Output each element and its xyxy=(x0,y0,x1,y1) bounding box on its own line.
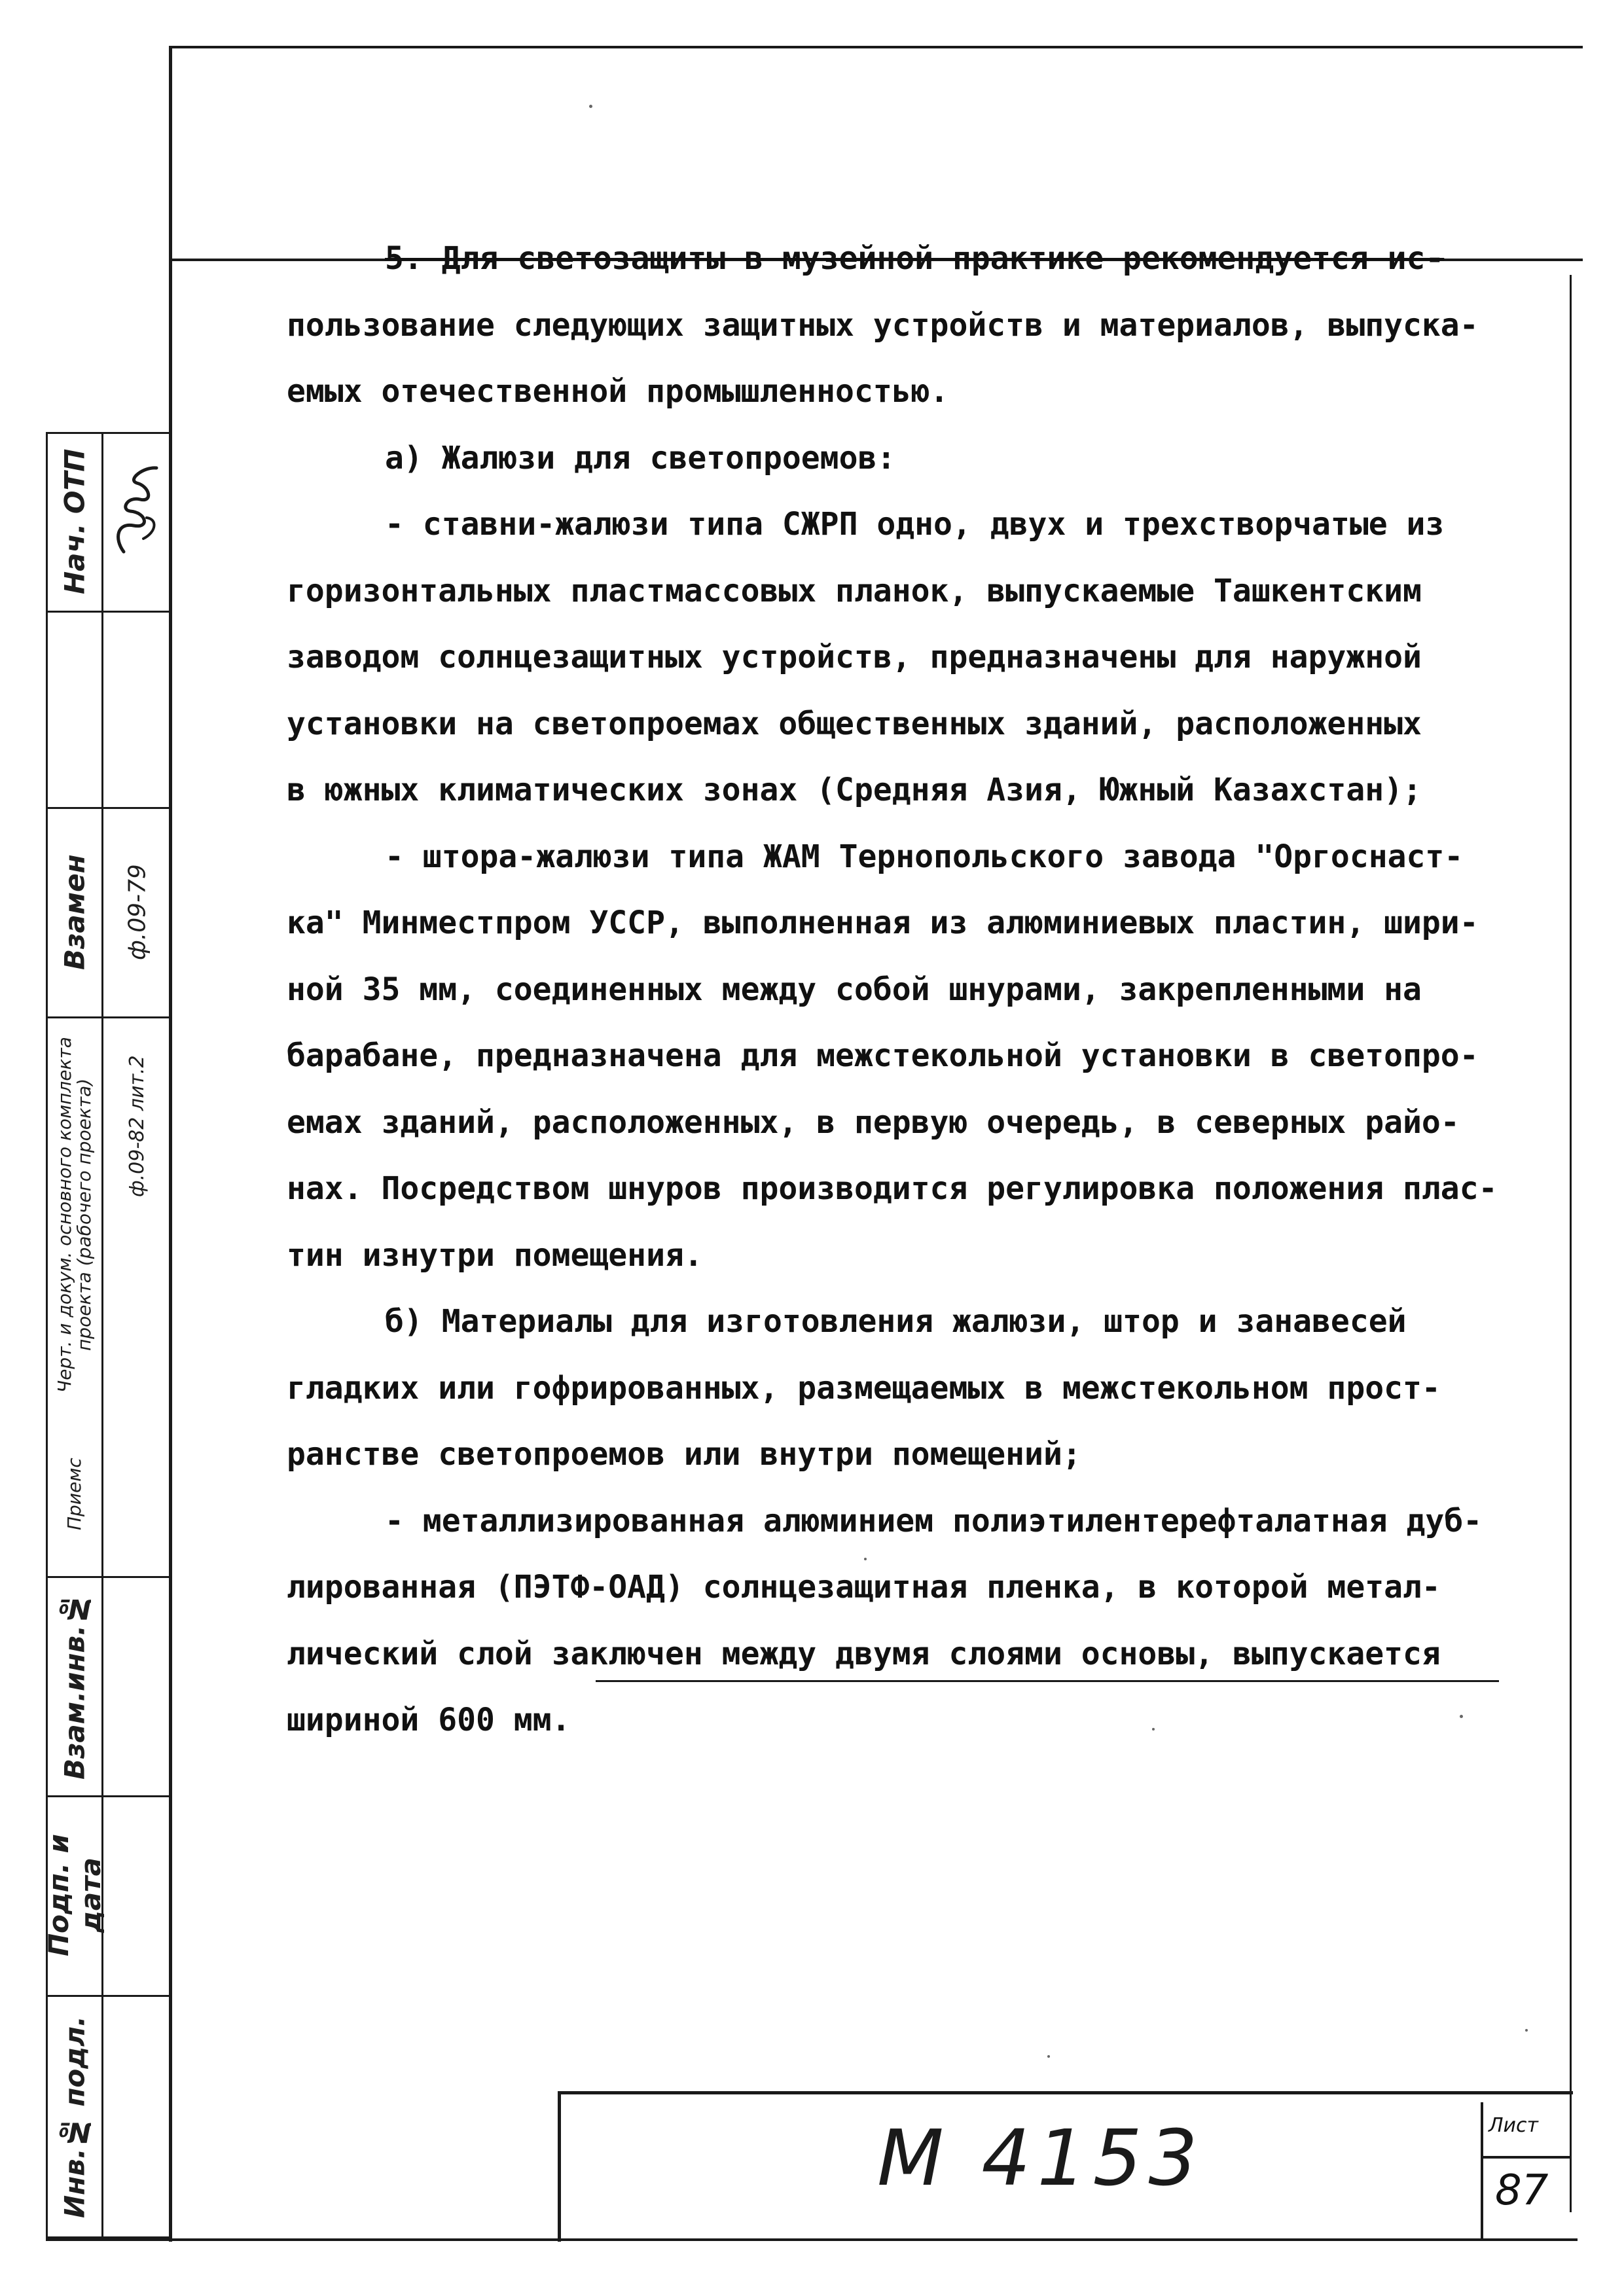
stamp-header-vzamen: Взамен xyxy=(58,854,91,970)
stamp-header-podp-data: Подп. и дата xyxy=(43,1834,107,1957)
text-line: ной 35 мм, соединенных между собой шнурами, закрепленными на xyxy=(287,971,1422,1008)
approval-stamp-strip xyxy=(43,432,171,2238)
stamp-row-line xyxy=(48,611,170,613)
stamp-header-inv-podl: Инв.№ подл. xyxy=(58,2016,91,2219)
text-line: барабане, предназначена для межстекольной установки в светопро- xyxy=(287,1037,1479,1074)
text-line: б) Материалы для изготовления жалюзи, штор и занавесей xyxy=(385,1303,1407,1340)
text-line: емых отечественной промышленностью. xyxy=(287,373,949,410)
text-line: горизонтальных пластмассовых планок, выпускаемые Ташкентским xyxy=(287,572,1422,609)
text-line: ка" Минместпром УССР, выполненная из алюминиевых пластин, шири- xyxy=(287,905,1479,941)
document-number: М 4153 xyxy=(877,2113,1204,2203)
scan-speck xyxy=(1047,2055,1050,2058)
stamp-header-vzam-inv: Взам.инв.№ xyxy=(58,1592,91,1780)
sheet-label: Лист xyxy=(1489,2114,1539,2137)
text-line: - штора-жалюзи типа ЖАМ Тернопольского завода "Оргоснаст- xyxy=(385,838,1464,875)
stamp-label-priems: Приемс xyxy=(63,1458,85,1531)
stamp-value-vzamen: ф.09-79 xyxy=(124,864,151,960)
body-text xyxy=(287,226,1570,1754)
signature-mark xyxy=(111,460,166,558)
scan-speck xyxy=(589,105,592,108)
text-line: - ставни-жалюзи типа СЖРП одно, двух и трехстворчатые из xyxy=(385,506,1445,543)
scan-speck xyxy=(1152,1728,1155,1731)
scan-speck xyxy=(1525,2029,1528,2032)
text-line: в южных климатических зонах (Средняя Азия, Южный Казахстан); xyxy=(287,772,1422,808)
stamp-header-drawings: Черт. и докум. основного комплекта проекта (рабочего проекта) xyxy=(54,1037,95,1393)
text-line: лированная (ПЭТФ-ОАД) солнцезащитная пленка, в которой метал- xyxy=(287,1569,1441,1605)
text-line: 5. Для светозащиты в музейной практике рекомендуется ис- xyxy=(385,240,1445,277)
text-line: лический слой заключен между двумя слоями основы, выпускается xyxy=(287,1635,1441,1672)
text-line: - металлизированная алюминием полиэтилентерефталатная дуб- xyxy=(385,1502,1483,1539)
text-line: емах зданий, расположенных, в первую очередь, в северных райо- xyxy=(287,1103,1460,1141)
sheet-number-box xyxy=(1481,2102,1570,2238)
sheet-box-divider xyxy=(1483,2156,1570,2159)
text-line: тин изнутри помещения. xyxy=(287,1236,703,1274)
frame-top-border xyxy=(169,46,1583,48)
text-line: ранстве светопроемов или внутри помещений; xyxy=(287,1436,1081,1473)
sheet-number: 87 xyxy=(1495,2166,1549,2215)
text-line: а) Жалюзи для светопроемов: xyxy=(385,439,896,476)
text-line: заводом солнцезащитных устройств, предназначены для наружной xyxy=(287,639,1422,675)
scan-speck xyxy=(1460,1715,1463,1718)
text-line: нах. Посредством шнуров производится регулировка положения плас- xyxy=(287,1170,1498,1207)
stamp-value-drawing-ref: ф.09-82 лит.2 xyxy=(126,1055,149,1198)
text-line: установки на светопроемах общественных зданий, расположенных xyxy=(287,705,1422,742)
end-of-text-rule xyxy=(596,1680,1499,1682)
text-line: шириной 600 мм. xyxy=(287,1702,571,1738)
scan-speck xyxy=(864,1558,867,1560)
text-line: пользование следующих защитных устройств и материалов, выпуска- xyxy=(287,306,1479,344)
stamp-header-nach-otp: Нач. ОТП xyxy=(58,448,91,595)
frame-right-border xyxy=(1570,275,1572,2212)
text-line: гладких или гофрированных, размещаемых в межстекольном прост- xyxy=(287,1369,1441,1407)
